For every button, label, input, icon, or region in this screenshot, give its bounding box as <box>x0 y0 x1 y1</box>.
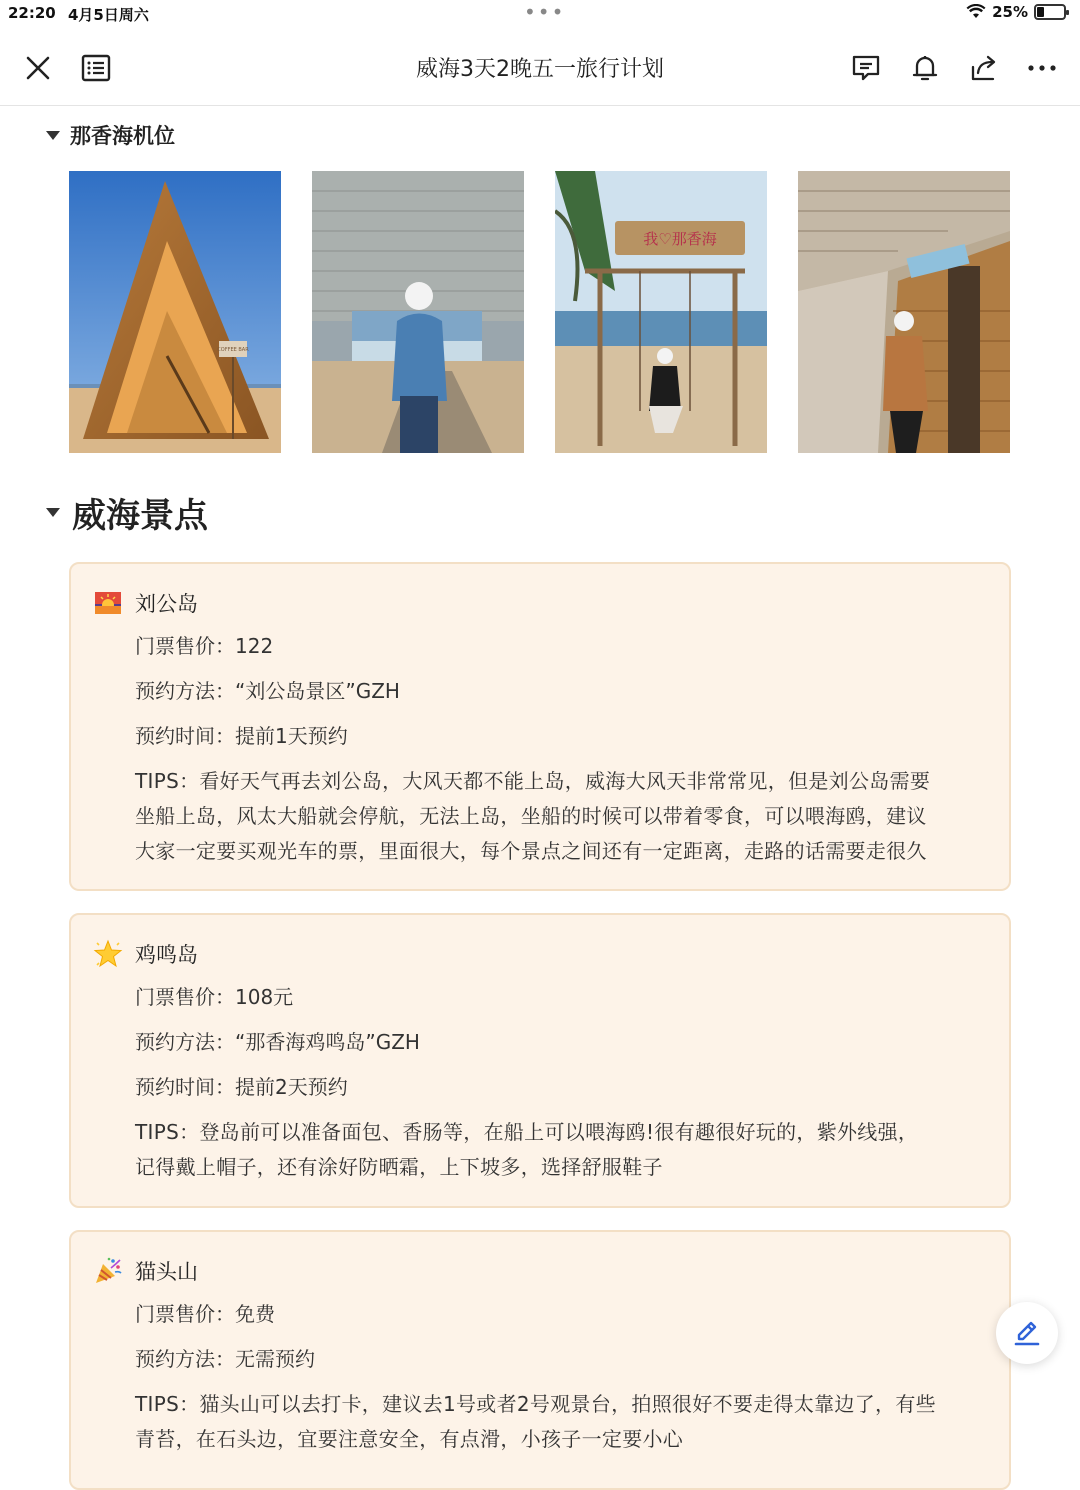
tips-line: 青苔，在石头边，宜要注意安全，有点滑，小孩子一定要小心 <box>135 1427 684 1451</box>
star-icon <box>93 939 123 969</box>
svg-text:COFFEE BAR: COFFEE BAR <box>217 347 249 353</box>
tips-line: TIPS：看好天气再去刘公岛，大风天都不能上岛，威海大风天非常常见，但是刘公岛需要 <box>135 769 931 793</box>
edit-button[interactable] <box>996 1302 1058 1364</box>
tips-text <box>135 1115 995 1185</box>
section-title: 那香海机位 <box>70 124 175 148</box>
multitask-dots-icon[interactable]: ••• <box>524 0 566 24</box>
battery-percent: 25% <box>992 3 1028 21</box>
tips-line: 坐船上岛，风太大船就会停航，无法上岛，坐船的时候可以带着零食，可以喂海鸥，建议 <box>135 804 927 828</box>
pencil-icon <box>1011 1317 1043 1349</box>
attraction-card-maotoushan <box>69 1230 1011 1490</box>
booking-time: 预约时间：提前1天预约 <box>135 724 348 748</box>
ticket-price: 门票售价：108元 <box>135 985 294 1009</box>
bell-icon[interactable] <box>905 48 945 88</box>
photo-a-frame-house[interactable] <box>69 171 281 453</box>
status-right <box>966 3 1066 21</box>
attraction-card-liugongdao <box>69 562 1011 891</box>
battery-icon <box>1034 4 1066 20</box>
collapse-caret-icon[interactable] <box>46 508 60 517</box>
ticket-price: 门票售价：122 <box>135 634 274 658</box>
photo-window-wall[interactable] <box>312 171 524 453</box>
document-title: 威海3天2晚五一旅行计划 <box>416 57 664 82</box>
ticket-price: 门票售价：免费 <box>135 1302 275 1326</box>
photo-swing-sign[interactable] <box>555 171 767 453</box>
status-time: 22:20 <box>8 4 56 22</box>
status-date: 4月5日周六 <box>68 6 149 24</box>
share-icon[interactable] <box>964 48 1004 88</box>
attraction-card-jimingdao <box>69 913 1011 1208</box>
toolbar <box>0 30 1080 106</box>
booking-method: 预约方法：“刘公岛景区”GZH <box>135 679 400 703</box>
photo-wooden-house[interactable] <box>798 171 1010 453</box>
party-popper-icon <box>93 1256 123 1286</box>
tips-text <box>135 764 995 869</box>
section-toggle-weihai[interactable] <box>46 488 208 537</box>
attraction-name: 猫头山 <box>135 1260 198 1284</box>
tips-line: 大家一定要买观光车的票，里面很大，每个景点之间还有一定距离，走路的话需要走很久 <box>135 839 927 863</box>
attraction-name: 刘公岛 <box>135 592 198 616</box>
tips-line: TIPS：登岛前可以准备面包、香肠等，在船上可以喂海鸥!很有趣很好玩的，紫外线强， <box>135 1120 919 1144</box>
collapse-caret-icon[interactable] <box>46 131 60 140</box>
swing-sign-text: 我♡那香海 <box>643 230 717 248</box>
wifi-icon <box>966 4 986 20</box>
status-bar <box>0 0 1080 30</box>
tips-text <box>135 1387 995 1457</box>
tips-line: TIPS：猫头山可以去打卡，建议去1号或者2号观景台，拍照很好不要走得太靠边了，有些 <box>135 1392 936 1416</box>
attraction-name: 鸡鸣岛 <box>135 943 198 967</box>
photo-gallery <box>69 171 1011 453</box>
battery-fill <box>1037 7 1044 17</box>
comment-icon[interactable] <box>846 48 886 88</box>
sunset-icon <box>93 588 123 618</box>
more-icon[interactable] <box>1022 48 1062 88</box>
booking-time: 预约时间：提前2天预约 <box>135 1075 348 1099</box>
tips-line: 记得戴上帽子，还有涂好防晒霜，上下坡多，选择舒服鞋子 <box>135 1155 663 1179</box>
booking-method: 预约方法：“那香海鸡鸣岛”GZH <box>135 1030 420 1054</box>
section-toggle-naxianghai[interactable] <box>46 120 175 150</box>
section-title: 威海景点 <box>72 496 208 536</box>
booking-method: 预约方法：无需预约 <box>135 1347 315 1371</box>
